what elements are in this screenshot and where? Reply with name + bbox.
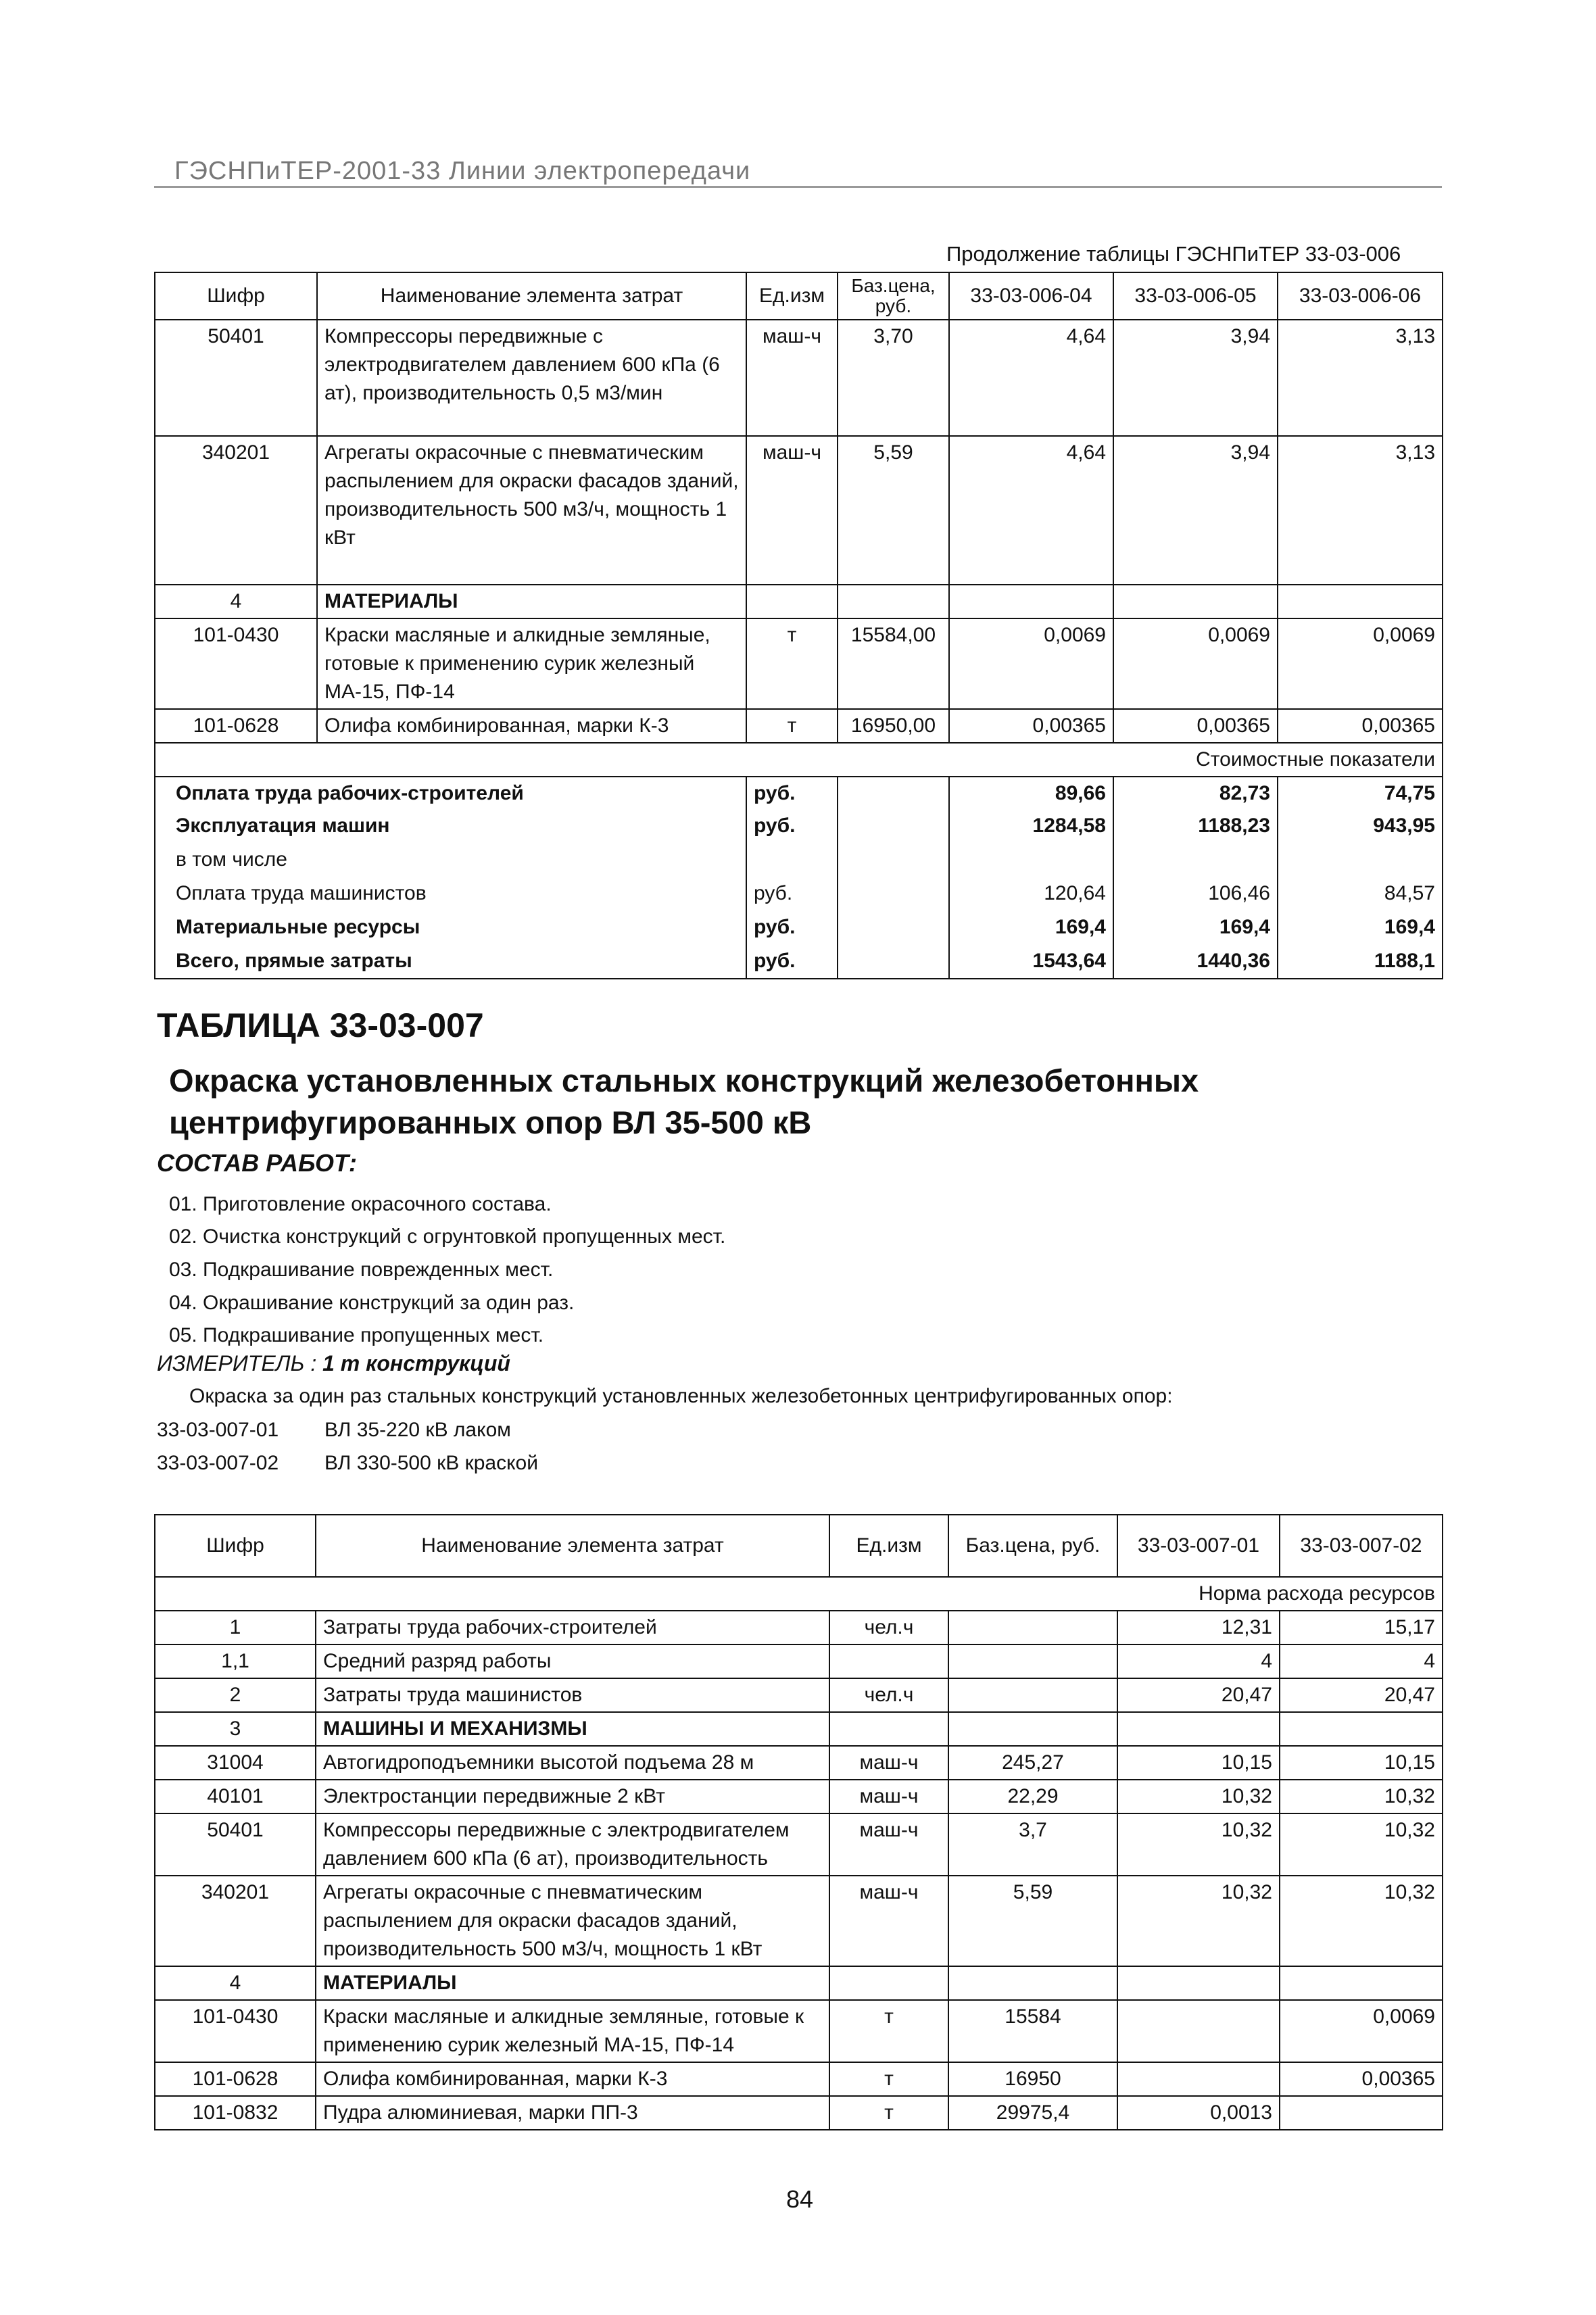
table-row: 101-0628 Олифа комбинированная, марки К-3 т 16950,00 0,00365 0,00365 0,00365 — [155, 709, 1443, 743]
running-header: ГЭСНПиТЕР-2001-33 Линии электропередачи — [174, 157, 751, 185]
col-header-code: Шифр — [155, 272, 317, 320]
col-header-v2: 33-03-006-05 — [1113, 272, 1278, 320]
cost-row: Всего, прямые затраты руб. 1543,64 1440,36 1188,1 — [155, 945, 1443, 979]
table-33-03-006 — [154, 272, 1443, 979]
work-item: 01. Приготовление окрасочного состава. — [169, 1193, 552, 1215]
col-header-code: Шифр — [155, 1515, 316, 1577]
col-header-price: Баз.цена, руб. — [838, 272, 949, 320]
table-row: 340201 Агрегаты окрасочные с пневматическим распылением для окраски фасадов зданий, производительность 500 м3/ч, мощность 1 кВт маш-ч 5,59 10,32 10,32 — [155, 1876, 1443, 1966]
cost-row: Эксплуатация машин руб. 1284,58 1188,23 943,95 — [155, 810, 1443, 844]
norm-label-row — [155, 1577, 1443, 1611]
table-33-03-007 — [154, 1514, 1443, 2130]
measurement-unit — [157, 1351, 510, 1376]
page-number: 84 — [786, 2185, 814, 2213]
work-item: 03. Подкрашивание поврежденных мест. — [169, 1259, 554, 1281]
table-row: 101-0430 Краски масляные и алкидные земляные, готовые к применению сурик железный МА-15, ПФ-14 т 15584 0,0069 — [155, 2000, 1443, 2062]
norm-label: Норма расхода ресурсов — [155, 1577, 1443, 1611]
table-header-row — [155, 272, 1443, 320]
header-rule — [154, 186, 1442, 188]
work-item: 04. Окрашивание конструкций за один раз. — [169, 1292, 575, 1314]
cost-indicators-label: Стоимостные показатели — [155, 743, 1443, 777]
table-header-row — [155, 1515, 1443, 1577]
works-composition-label: СОСТАВ РАБОТ: — [157, 1149, 357, 1177]
measurement-unit-value: 1 т конструкций — [322, 1351, 510, 1375]
section-description: Окраска за один раз стальных конструкций установленных железобетонных центрифугированных опор: — [189, 1385, 1173, 1407]
table-section-row: 4 МАТЕРИАЛЫ — [155, 585, 1443, 618]
col-header-name: Наименование элемента затрат — [316, 1515, 829, 1577]
col-header-price: Баз.цена, руб. — [948, 1515, 1117, 1577]
table-section-row: 4 МАТЕРИАЛЫ — [155, 1966, 1443, 2000]
table-row: 1 Затраты труда рабочих-строителей чел.ч 12,31 15,17 — [155, 1611, 1443, 1644]
col-header-v1: 33-03-007-01 — [1117, 1515, 1280, 1577]
work-item: 02. Очистка конструкций с огрунтовкой пропущенных мест. — [169, 1225, 726, 1248]
work-item: 05. Подкрашивание пропущенных мест. — [169, 1324, 544, 1346]
table-title: ТАБЛИЦА 33-03-007 — [157, 1006, 484, 1044]
table-row: 31004 Автогидроподъемники высотой подъема 28 м маш-ч 245,27 10,15 10,15 — [155, 1746, 1443, 1780]
cost-row: Оплата труда машинистов руб. 120,64 106,46 84,57 — [155, 877, 1443, 911]
table-row: 50401 Компрессоры передвижные с электродвигателем давлением 600 кПа (6 ат), производительность маш-ч 3,7 10,32 10,32 — [155, 1813, 1443, 1876]
cost-row: Материальные ресурсы руб. 169,4 169,4 169,4 — [155, 911, 1443, 945]
table-subtitle: Окраска установленных стальных конструкций железобетонных центрифугированных опор ВЛ 35-500 кВ — [169, 1063, 1199, 1140]
norm-code: 33-03-007-01 — [157, 1419, 279, 1441]
col-header-v2: 33-03-007-02 — [1280, 1515, 1443, 1577]
cost-row: Оплата труда рабочих-строителей руб. 89,66 82,73 74,75 — [155, 777, 1443, 810]
measurement-unit-label: ИЗМЕРИТЕЛЬ : — [157, 1351, 317, 1375]
table-section-row: 3 МАШИНЫ И МЕХАНИЗМЫ — [155, 1712, 1443, 1746]
col-header-v3: 33-03-006-06 — [1278, 272, 1443, 320]
table-row: 1,1 Средний разряд работы 4 4 — [155, 1644, 1443, 1678]
col-header-unit: Ед.изм — [829, 1515, 948, 1577]
norm-code-text: ВЛ 330-500 кВ краской — [324, 1452, 538, 1474]
table-row: 101-0832 Пудра алюминиевая, марки ПП-3 т 29975,4 0,0013 — [155, 2096, 1443, 2130]
col-header-name: Наименование элемента затрат — [317, 272, 746, 320]
table-row: 2 Затраты труда машинистов чел.ч 20,47 20,47 — [155, 1678, 1443, 1712]
table-row: 101-0430 Краски масляные и алкидные земляные, готовые к применению сурик железный МА-15, ПФ-14 т 15584,00 0,0069 0,0069 0,0069 — [155, 618, 1443, 709]
table-row: 50401 Компрессоры передвижные с электродвигателем давлением 600 кПа (6 ат), производительность 0,5 м3/мин маш-ч 3,70 4,64 3,94 3,13 — [155, 320, 1443, 436]
cost-indicators-label-row — [155, 743, 1443, 777]
norm-code-text: ВЛ 35-220 кВ лаком — [324, 1419, 511, 1441]
col-header-v1: 33-03-006-04 — [949, 272, 1113, 320]
table-row: 40101 Электростанции передвижные 2 кВт маш-ч 22,29 10,32 10,32 — [155, 1780, 1443, 1813]
table-continuation-caption: Продолжение таблицы ГЭСНПиТЕР 33-03-006 — [946, 242, 1401, 266]
norm-code: 33-03-007-02 — [157, 1452, 279, 1474]
col-header-unit: Ед.изм — [746, 272, 838, 320]
cost-row: в том числе — [155, 844, 1443, 877]
table-row: 340201 Агрегаты окрасочные с пневматическим распылением для окраски фасадов зданий, производительность 500 м3/ч, мощность 1 кВт маш-ч 5,59 4,64 3,94 3,13 — [155, 436, 1443, 585]
table-row: 101-0628 Олифа комбинированная, марки К-3 т 16950 0,00365 — [155, 2062, 1443, 2096]
